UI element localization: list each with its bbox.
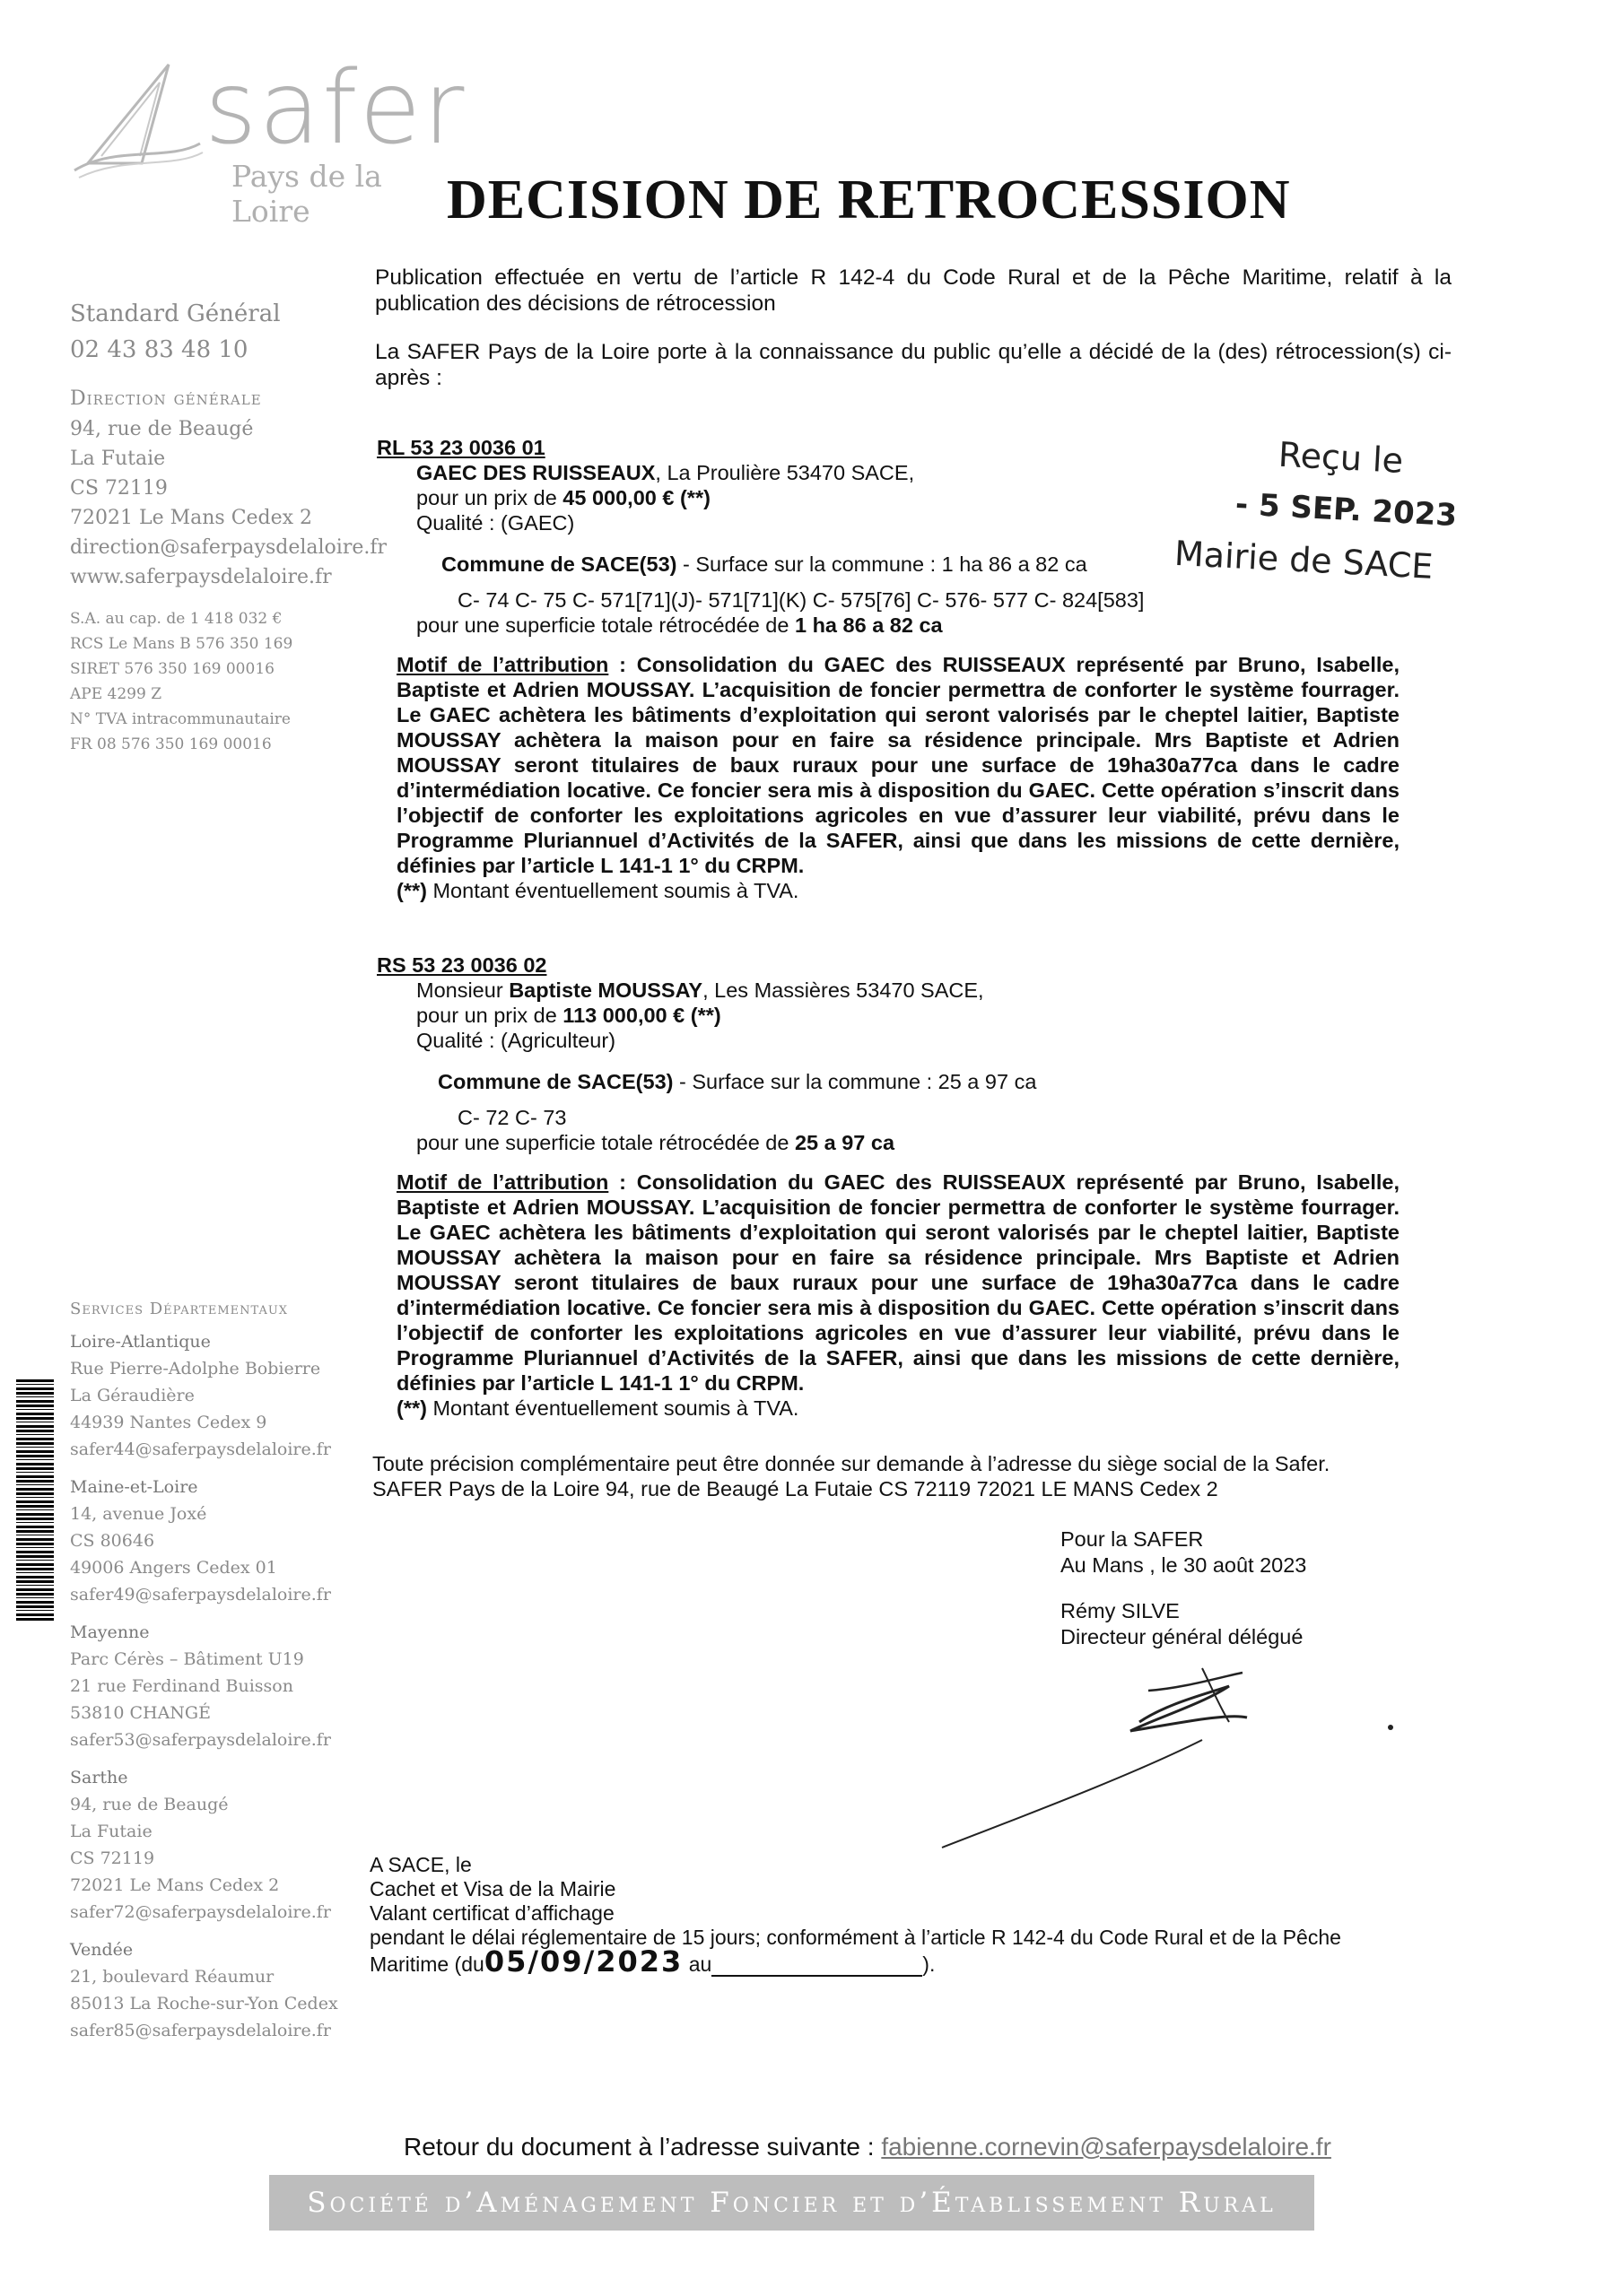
footer-band [269, 2175, 1314, 2231]
direction-email: direction@saferpaysdelaloire.fr [70, 536, 388, 559]
dept-line: La Géraudière [70, 1386, 195, 1405]
signature-block [1060, 1526, 1419, 1650]
retour [404, 2133, 1331, 2161]
legal-line: APE 4299 Z [70, 685, 162, 703]
dept-line: 21, boulevard Réaumur [70, 1967, 275, 1987]
direction-line: CS 72119 [70, 477, 168, 500]
tva-text: Montant éventuellement soumis à TVA. [426, 879, 799, 902]
sign-date: Au Mans , le 30 août 2023 [1060, 1553, 1307, 1577]
dept-line: Parc Cérès – Bâtiment U19 [70, 1649, 304, 1669]
motif-text: Consolidation du GAEC des RUISSEAUX représenté par Bruno, Isabelle, Baptiste et Adrien MOUSSAY. L’acquisition de foncier permettra de conforter le système fourrager. Le GAEC achètera les bâtiments d’exploitation qui seront valorisés par le cheptel laitier, Baptiste MOUSSAY achètera la maison pour en faire sa résidence principale. Mrs Baptiste et Adrien MOUSSAY seront titulaires de baux ruraux pour une surface de 19ha30a77ca dans le cadre d’intermédiation locative. Ce foncier sera mis à disposition du GAEC. Cette opération s’inscrit dans l’objectif de conforter les exploitations agricoles en vue d’assurer leur viabilité, prévu dans le Programme Pluriannuel d’Activités de la SAFER, ainsi que dans les missions de cette dernière, définies par l’article L 141-1 1° du CRPM. [397, 1170, 1400, 1395]
beneficiary-name: Baptiste MOUSSAY [509, 978, 703, 1002]
direction-label: Direction générale [70, 387, 262, 410]
total-value: 25 a 97 ca [794, 1131, 895, 1154]
direction-website: www.saferpaysdelaloire.fr [70, 566, 332, 588]
beneficiary [416, 460, 1400, 485]
motif-paragraph [397, 652, 1400, 878]
beneficiary [416, 978, 1400, 1003]
commune-surface: - Surface sur la commune : 25 a 97 ca [673, 1070, 1037, 1093]
mairie-blank[interactable] [711, 1975, 922, 1977]
direction-lines [70, 414, 387, 592]
precision-line-2: SAFER Pays de la Loire 94, rue de Beaugé La Futaie CS 72119 72021 LE MANS Cedex 2 [372, 1477, 1218, 1500]
direction-line: 94, rue de Beaugé [70, 418, 254, 440]
parcelles: C- 74 C- 75 C- 571[71](J)- 571[71](K) C- 575[76] C- 576- 577 C- 824[583] [458, 588, 1145, 612]
tva-text: Montant éventuellement soumis à TVA. [426, 1396, 799, 1420]
mairie-line-3: Valant certificat d’affichage [370, 1901, 615, 1925]
price-label: pour un prix de [416, 1004, 563, 1027]
motif-label: Motif de l’attribution [397, 1170, 609, 1194]
motif-label: Motif de l’attribution [397, 653, 609, 676]
direction-line: La Futaie [70, 448, 166, 470]
retrocession-ref: RS 53 23 0036 02 [377, 953, 547, 977]
legal-line: S.A. au cap. de 1 418 032 € [70, 610, 283, 628]
dept-line: Rue Pierre-Adolphe Bobierre [70, 1359, 321, 1378]
motif-sep: : [608, 1170, 637, 1194]
dept-name: Vendée [70, 1940, 134, 1960]
beneficiary-civility: Monsieur [416, 978, 510, 1002]
total-value: 1 ha 86 a 82 ca [794, 613, 943, 637]
mairie-to-label: au [683, 1952, 712, 1976]
motif-paragraph [397, 1170, 1400, 1396]
mairie-handwritten-date: 05/09/2023 [484, 1944, 684, 1979]
price [416, 1003, 1400, 1028]
price-value: 113 000,00 € (**) [562, 1004, 721, 1027]
mairie-block [370, 1853, 1446, 1977]
retrocession-1 [377, 435, 1400, 903]
tva-note [397, 878, 1400, 903]
dept-line: 72021 Le Mans Cedex 2 [70, 1875, 280, 1895]
safer-logo-icon [70, 56, 205, 181]
dept-email: safer85@saferpaysdelaloire.fr [70, 2021, 331, 2040]
retrocession-ref: RL 53 23 0036 01 [377, 436, 545, 459]
motif-block [397, 1170, 1400, 1421]
dept-name: Loire-Atlantique [70, 1332, 211, 1352]
dept-line: 21 rue Ferdinand Buisson [70, 1676, 293, 1696]
standard-label: Standard Général [70, 300, 281, 327]
sign-org: Pour la SAFER [1060, 1527, 1204, 1551]
direction-line: 72021 Le Mans Cedex 2 [70, 507, 313, 529]
intro-paragraph-1: Publication effectuée en vertu de l’article R 142-4 du Code Rural et de la Pêche Maritime, relatif à la publication des décisions de rétrocession [375, 265, 1452, 316]
page-title: DECISION DE RETROCESSION [447, 170, 1291, 230]
dept-email: safer44@saferpaysdelaloire.fr [70, 1439, 331, 1459]
sidebar-contact [70, 296, 387, 757]
footer-text: Société d’Aménagement Foncier et d’Établissement Rural [307, 2187, 1277, 2219]
tva-mark: (**) [397, 879, 427, 902]
commune-line [438, 1069, 1400, 1094]
services-label: Services Départementaux [70, 1300, 289, 1318]
parcelles: C- 72 C- 73 [458, 1106, 567, 1129]
sign-name: Rémy SILVE [1060, 1599, 1180, 1622]
dept-line: 53810 CHANGÉ [70, 1703, 211, 1723]
mairie-line-1: A SACE, le [370, 1853, 472, 1876]
total-label: pour une superficie totale rétrocédée de [416, 613, 795, 637]
sign-role: Directeur général délégué [1060, 1625, 1304, 1648]
dept-line: 44939 Nantes Cedex 9 [70, 1413, 267, 1432]
qualite: Qualité : (Agriculteur) [416, 1029, 616, 1052]
intro-paragraph-2: La SAFER Pays de la Loire porte à la connaissance du public qu’elle a décidé de la (des) rétrocession(s) ci-après : [375, 340, 1452, 390]
dept-line: 94, rue de Beaugé [70, 1795, 229, 1814]
intro [375, 265, 1452, 391]
dept-line: La Futaie [70, 1822, 153, 1841]
beneficiary-address: , La Proulière 53470 SACE, [655, 461, 915, 484]
legal-line: RCS Le Mans B 576 350 169 [70, 635, 293, 653]
mairie-close: ). [922, 1952, 936, 1976]
mairie-line-5 [370, 1944, 1446, 1979]
dept-line: 14, avenue Joxé [70, 1504, 207, 1524]
dept-line: 49006 Angers Cedex 01 [70, 1558, 277, 1578]
mairie-line-4: pendant le délai réglementaire de 15 jours; conformément à l’article R 142-4 du Code Rural et de la Pêche [370, 1926, 1341, 1949]
total [416, 1130, 1400, 1155]
tva-note [397, 1396, 1400, 1421]
logo-region: Pays de la Loire [231, 159, 382, 229]
commune-line [441, 552, 1400, 577]
total [416, 613, 1400, 638]
motif-sep: : [608, 653, 637, 676]
total-label: pour une superficie totale rétrocédée de [416, 1131, 795, 1154]
sidebar-services [70, 1296, 338, 2044]
dept-line: 85013 La Roche-sur-Yon Cedex [70, 1994, 338, 2013]
standard-phone: 02 43 83 48 10 [70, 336, 249, 363]
stamp-date: - 5 SEP. 2023 [1234, 486, 1459, 535]
legal-lines [70, 606, 387, 757]
legal-line: N° TVA intracommunautaire [70, 710, 291, 728]
dept-line: CS 80646 [70, 1531, 155, 1551]
motif-block [397, 652, 1400, 903]
price [416, 485, 1400, 510]
qualite: Qualité : (GAEC) [416, 511, 575, 535]
stamp-line: Reçu le [1277, 434, 1405, 481]
dept-name: Maine-et-Loire [70, 1477, 198, 1497]
mairie-line-2: Cachet et Visa de la Mairie [370, 1877, 616, 1900]
price-value: 45 000,00 € (**) [562, 486, 711, 509]
dept-line: CS 72119 [70, 1848, 155, 1868]
dept-email: safer53@saferpaysdelaloire.fr [70, 1730, 331, 1750]
retour-label: Retour du document à l’adresse suivante : [404, 2133, 882, 2161]
price-label: pour un prix de [416, 486, 563, 509]
legal-line: SIRET 576 350 169 00016 [70, 660, 275, 678]
safer-logo [70, 50, 467, 229]
commune-name: Commune de SACE(53) [438, 1070, 674, 1093]
precision [372, 1451, 1449, 1501]
stamp-mairie: Mairie de SACE [1173, 533, 1435, 587]
dept-email: safer49@saferpaysdelaloire.fr [70, 1585, 331, 1605]
beneficiary-address: , Les Massières 53470 SACE, [702, 978, 984, 1002]
tva-mark: (**) [397, 1396, 427, 1420]
dept-email: safer72@saferpaysdelaloire.fr [70, 1902, 331, 1922]
beneficiary-name: GAEC DES RUISSEAUX [416, 461, 656, 484]
precision-line-1: Toute précision complémentaire peut être donnée sur demande à l’adresse du siège social de la Safer. [372, 1452, 1330, 1475]
handwritten-signature [933, 1650, 1400, 1874]
commune-surface: - Surface sur la commune : 1 ha 86 a 82 ca [676, 552, 1087, 576]
logo-wordmark: safer [205, 50, 467, 167]
barcode [16, 1379, 54, 1622]
commune-name: Commune de SACE(53) [441, 552, 677, 576]
motif-text: Consolidation du GAEC des RUISSEAUX représenté par Bruno, Isabelle, Baptiste et Adrien MOUSSAY. L’acquisition de foncier permettra de conforter le système fourrager. Le GAEC achètera les bâtiments d’exploitation qui seront valorisés par le cheptel laitier, Baptiste MOUSSAY achètera la maison pour en faire sa résidence principale. Mrs Baptiste et Adrien MOUSSAY seront titulaires de baux ruraux pour une surface de 19ha30a77ca dans le cadre d’intermédiation locative. Ce foncier sera mis à disposition du GAEC. Cette opération s’inscrit dans l’objectif de conforter les exploitations agricoles en vue d’assurer leur viabilité, prévu dans le Programme Pluriannuel d’Activités de la SAFER, ainsi que dans les missions de cette dernière, définies par l’article L 141-1 1° du CRPM. [397, 653, 1400, 877]
legal-line: FR 08 576 350 169 00016 [70, 735, 272, 753]
dept-name: Sarthe [70, 1768, 128, 1787]
dept-name: Mayenne [70, 1622, 150, 1642]
retour-email-link[interactable]: fabienne.cornevin@saferpaysdelaloire.fr [881, 2133, 1331, 2161]
mairie-from-label: Maritime (du [370, 1952, 484, 1976]
retrocession-2 [377, 952, 1400, 1421]
